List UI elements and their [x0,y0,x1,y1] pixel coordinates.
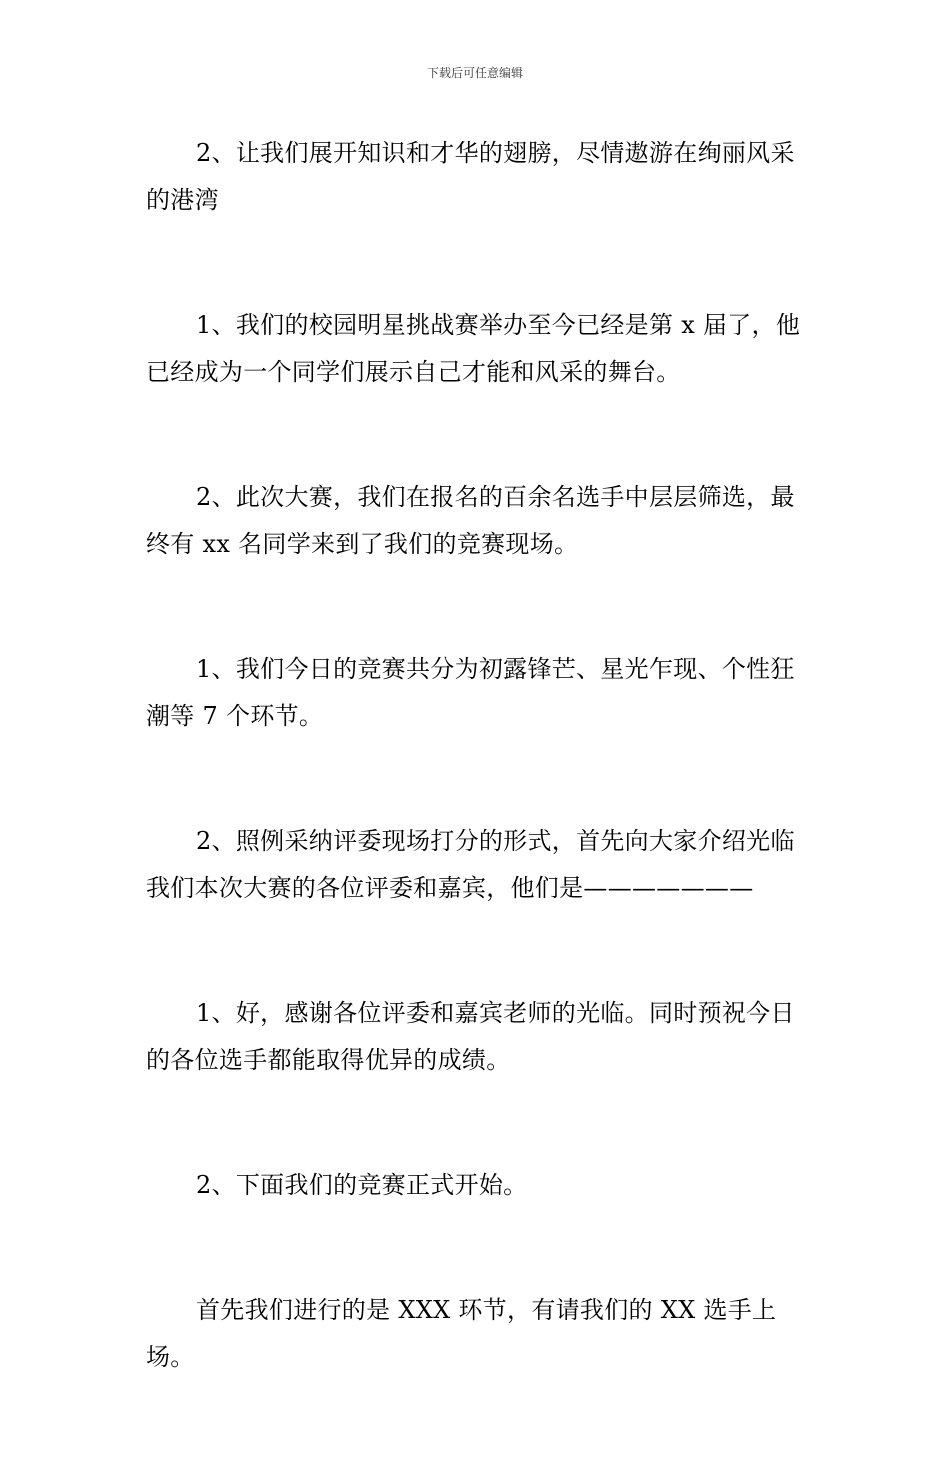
paragraph-4: 1、我们今日的竞赛共分为初露锋芒、星光乍现、个性狂潮等 7 个环节。 [146,655,795,730]
paragraph-8: 首先我们进行的是 XXX 环节，有请我们的 XX 选手上场。 [146,1296,777,1371]
page-header: 下载后可任意编辑 [426,66,523,80]
paragraph-2: 1、我们的校园明星挑战赛举办至今已经是第 x 届了，他已经成为一个同学们展示自己才能和风采的舞台。 [146,311,801,386]
paragraph-5: 2、照例采纳评委现场打分的形式，首先向大家介绍光临我们本次大赛的各位评委和嘉宾，他们是——————— [146,827,795,902]
document-body [146,130,811,1459]
paragraph-6: 1、好，感谢各位评委和嘉宾老师的光临。同时预祝今日的各位选手都能取得优异的成绩。 [146,999,795,1074]
paragraph-1: 2、让我们展开知识和才华的翅膀，尽情遨游在绚丽风采的港湾 [146,139,795,214]
paragraph-7: 2、下面我们的竞赛正式开始。 [196,1171,528,1199]
paragraph-3: 2、此次大赛，我们在报名的百余名选手中层层筛选，最终有 xx 名同学来到了我们的竞赛现场。 [146,483,795,558]
